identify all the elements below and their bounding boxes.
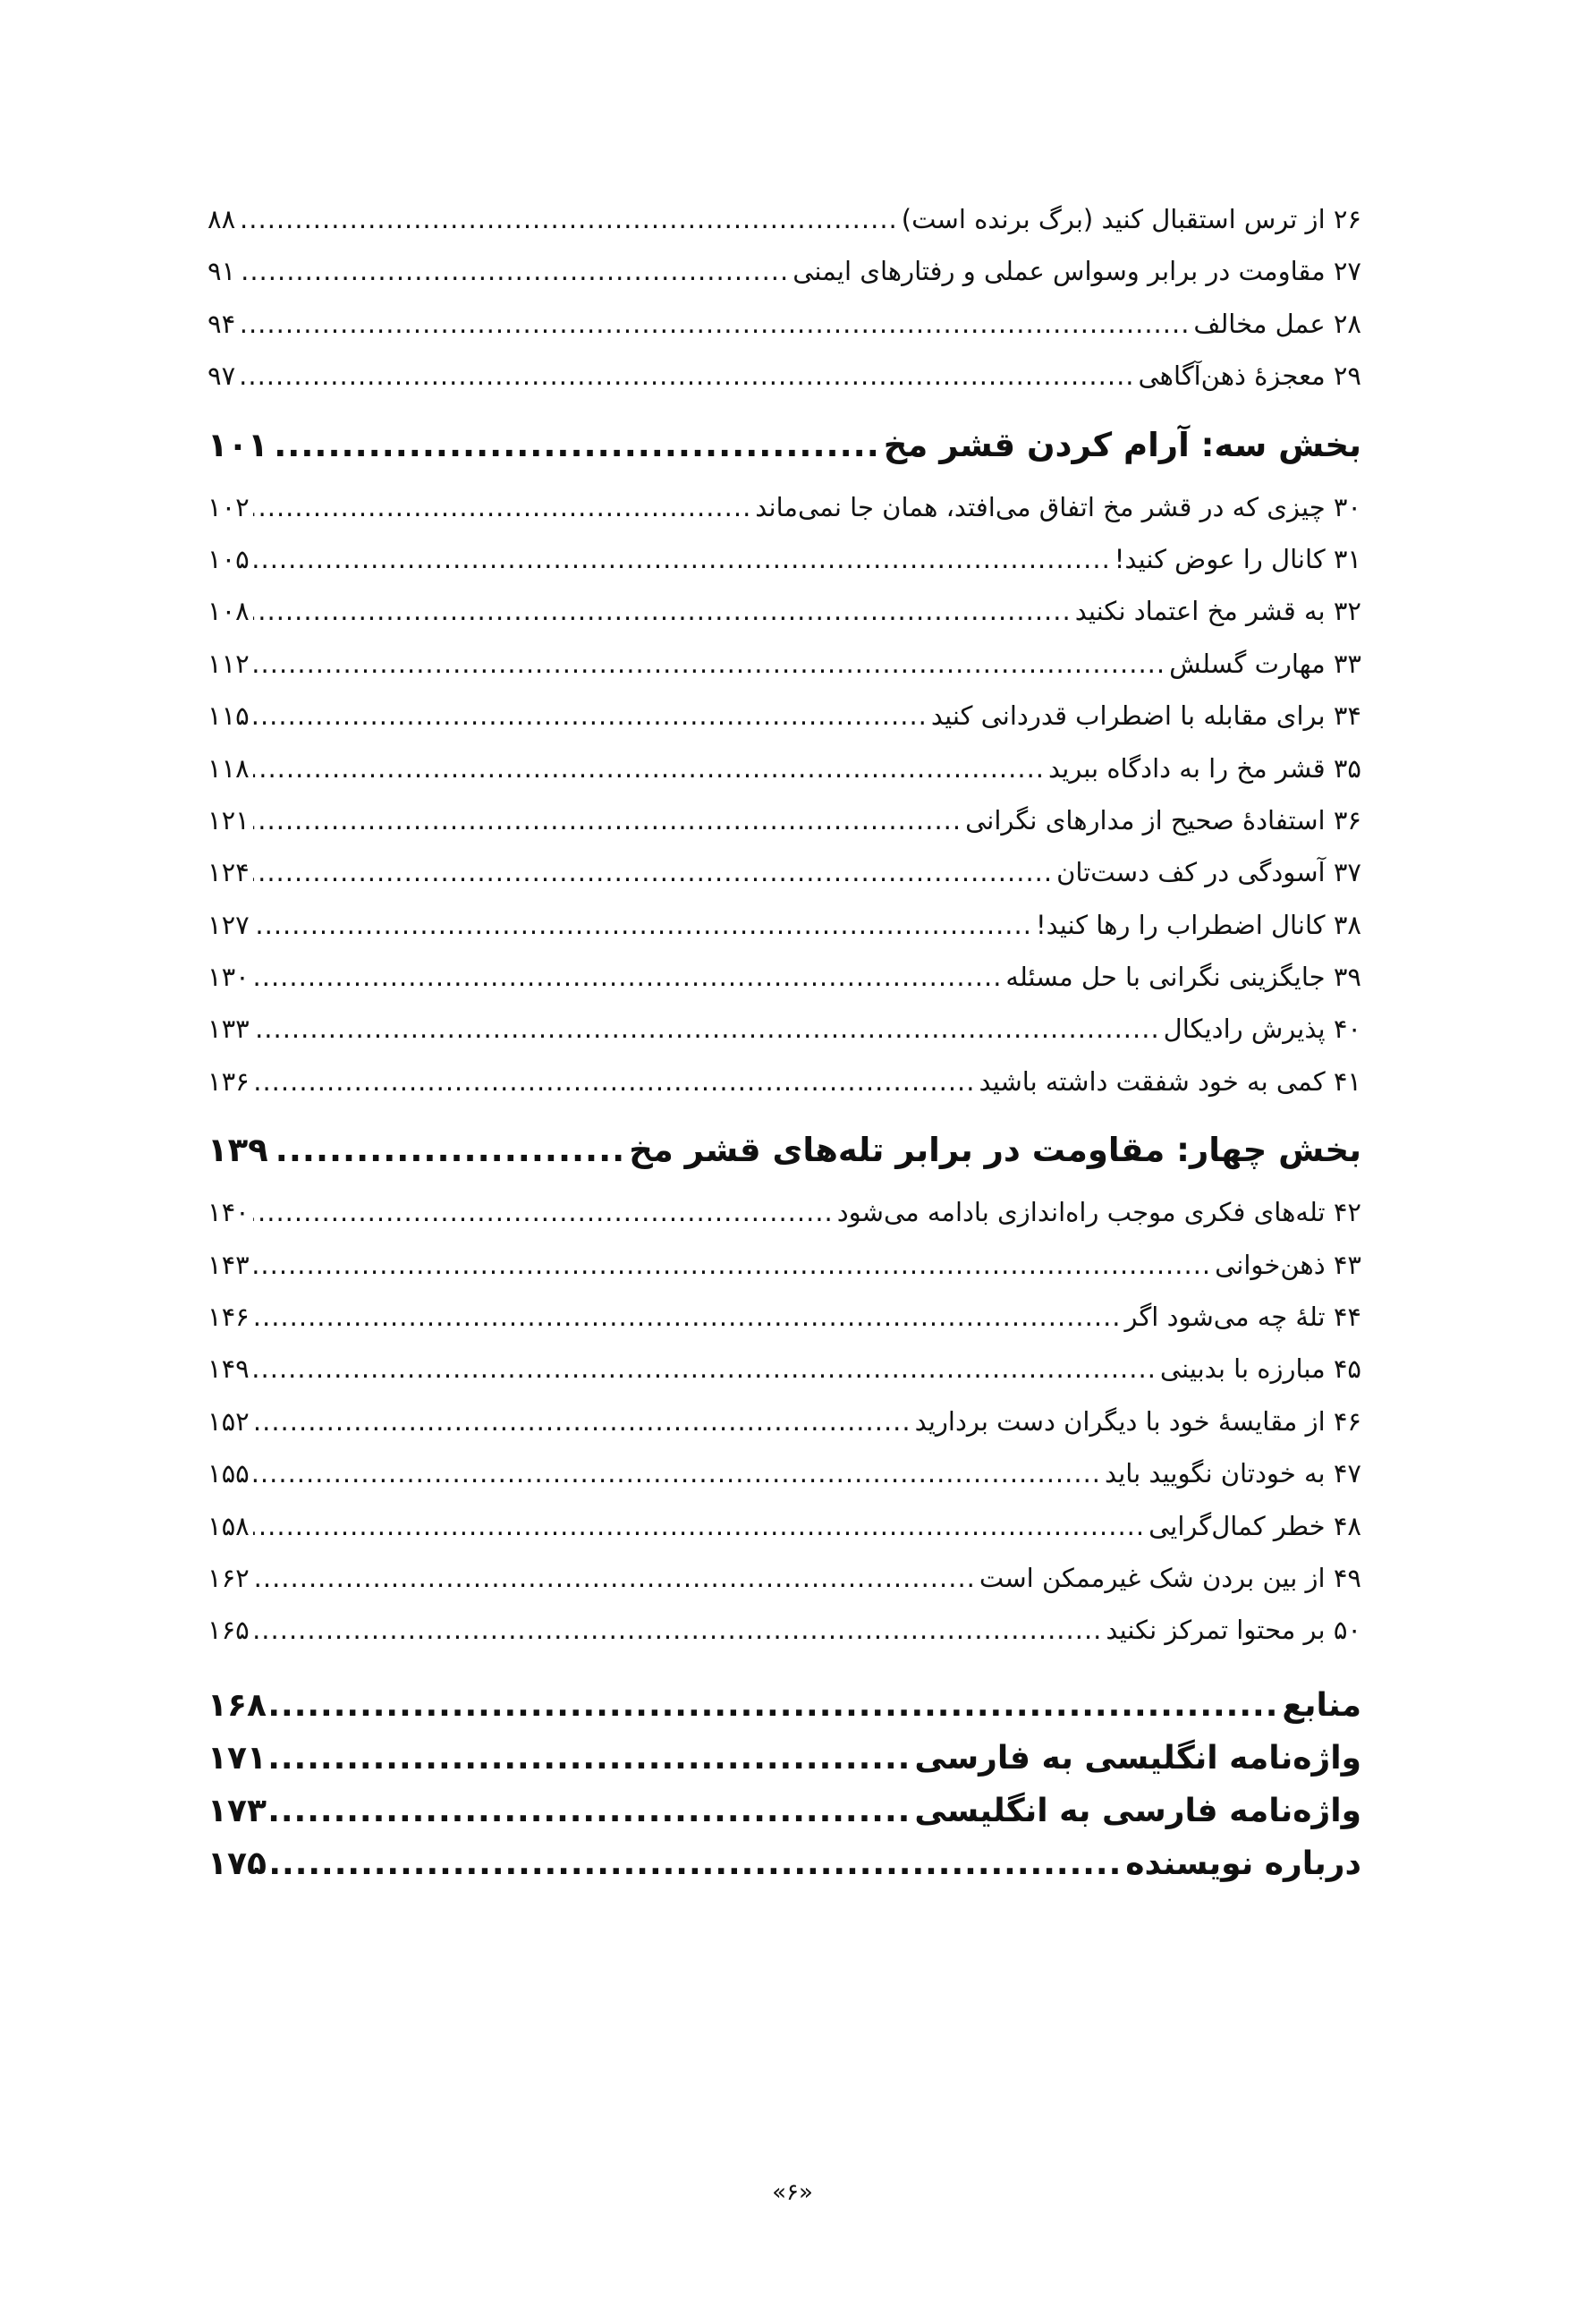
toc-entry-title: ۴۸ خطر کمال‌گرایی — [1148, 1510, 1361, 1541]
toc-leader-dots — [253, 1014, 1160, 1044]
toc-leader-dots — [253, 910, 1032, 940]
toc-entry[interactable] — [208, 1406, 1361, 1458]
toc-leader-dots — [253, 596, 1072, 626]
page-number: «۶» — [772, 2179, 813, 2206]
toc-entry-title: ۳۷ آسودگی در کف دست‌تان — [1056, 857, 1361, 888]
toc-leader-dots — [253, 805, 962, 835]
endmatter-title: منابع — [1282, 1686, 1361, 1724]
toc-entry[interactable] — [208, 360, 1361, 412]
toc-leader-dots — [253, 700, 928, 731]
toc-leader-dots — [239, 256, 789, 286]
toc-leader-dots — [253, 857, 1053, 887]
toc-leader-dots — [253, 1197, 834, 1227]
toc-entry-title: ۳۶ استفادهٔ صحیح از مدارهای نگرانی — [965, 804, 1361, 835]
toc-entry[interactable] — [208, 596, 1361, 648]
toc-entry[interactable] — [208, 1302, 1361, 1353]
toc-entry[interactable] — [208, 1563, 1361, 1615]
toc-leader-dots — [272, 426, 880, 464]
toc-leader-dots — [253, 544, 1111, 574]
toc-entry-page: ۹۴ — [208, 308, 236, 339]
toc-leader-dots — [239, 204, 898, 234]
toc-entry-page: ۱۲۷ — [208, 909, 250, 940]
toc-leader-dots — [253, 1615, 1103, 1645]
toc-entry-title: ۲۸ عمل مخالف — [1193, 308, 1361, 339]
toc-leader-dots — [253, 492, 752, 522]
toc-entry-page: ۱۰۲ — [208, 491, 250, 522]
toc-entry-title: ۳۰ چیزی که در قشر مخ اتفاق می‌افتد، همان جا نمی‌ماند — [755, 491, 1361, 522]
toc-entry-title: ۴۵ مبارزه با بدبینی — [1159, 1353, 1361, 1385]
toc-leader-dots — [253, 1302, 1122, 1332]
toc-entry[interactable] — [208, 1066, 1361, 1118]
endmatter-title: درباره نویسنده — [1125, 1845, 1361, 1882]
endmatter-title: واژه‌نامه انگلیسی به فارسی — [914, 1739, 1361, 1777]
toc-entry-page: ۱۱۵ — [208, 700, 250, 732]
toc-entry[interactable] — [208, 1014, 1361, 1065]
toc-leader-dots — [253, 1353, 1157, 1384]
section-page: ۱۳۹ — [208, 1131, 268, 1170]
toc-entry[interactable] — [208, 256, 1361, 308]
toc-leader-dots — [253, 1406, 911, 1437]
toc-leader-dots — [270, 1740, 911, 1777]
toc-entry[interactable] — [208, 805, 1361, 857]
toc-leader-dots — [272, 1131, 625, 1169]
toc-entry[interactable] — [208, 309, 1361, 360]
table-of-contents — [208, 204, 1361, 1898]
toc-leader-dots — [253, 1066, 976, 1097]
toc-leader-dots — [253, 649, 1165, 679]
toc-endmatter-entry[interactable] — [208, 1687, 1361, 1740]
toc-entry-title: ۴۱ کمی به خود شفقت داشته باشید — [979, 1065, 1361, 1097]
toc-entry[interactable] — [208, 1353, 1361, 1405]
toc-entry-title: ۳۵ قشر مخ را به دادگاه ببرید — [1048, 752, 1361, 784]
toc-entry-page: ۱۳۶ — [208, 1065, 250, 1097]
toc-entry-title: ۳۳ مهارت گسلش — [1169, 648, 1361, 679]
endmatter-page: ۱۷۵ — [208, 1845, 267, 1882]
toc-entry-page: ۱۲۴ — [208, 857, 250, 888]
toc-entry-page: ۱۵۸ — [208, 1510, 250, 1541]
endmatter-page: ۱۷۱ — [208, 1739, 267, 1777]
toc-entry-page: ۱۴۹ — [208, 1353, 250, 1385]
toc-section-heading[interactable] — [208, 426, 1361, 492]
toc-leader-dots — [270, 1687, 1278, 1724]
toc-endmatter-entry[interactable] — [208, 1793, 1361, 1845]
toc-entry-page: ۸۸ — [208, 204, 236, 234]
toc-entry-title: ۲۷ مقاومت در برابر وسواس عملی و رفتارهای ایمنی — [792, 256, 1361, 287]
section-page: ۱۰۱ — [208, 425, 268, 464]
toc-endmatter-entry[interactable] — [208, 1740, 1361, 1793]
toc-entry[interactable] — [208, 492, 1361, 544]
toc-entry-title: ۳۹ جایگزینی نگرانی با حل مسئله — [1005, 962, 1361, 993]
toc-entry-page: ۹۱ — [208, 256, 236, 287]
toc-entry-page: ۱۴۶ — [208, 1302, 250, 1333]
toc-entry-title: ۳۸ کانال اضطراب را رها کنید! — [1035, 909, 1361, 940]
toc-entry-page: ۱۵۵ — [208, 1458, 250, 1489]
toc-entry-page: ۱۰۸ — [208, 596, 250, 627]
toc-leader-dots — [239, 360, 1134, 391]
section-title: بخش سه: آرام کردن قشر مخ — [883, 425, 1361, 464]
toc-entry-title: ۴۶ از مقایسهٔ خود با دیگران دست بردارید — [914, 1405, 1361, 1437]
toc-entry-title: ۴۷ به خودتان نگویید باید — [1105, 1458, 1361, 1489]
toc-entry-page: ۱۵۲ — [208, 1405, 250, 1437]
toc-entry[interactable] — [208, 1511, 1361, 1563]
toc-leader-dots — [239, 309, 1190, 339]
toc-entry[interactable] — [208, 1615, 1361, 1667]
toc-entry-title: ۴۹ از بین بردن شک غیرممکن است — [979, 1562, 1361, 1593]
toc-entry-title: ۳۴ برای مقابله با اضطراب قدردانی کنید — [930, 700, 1361, 732]
endmatter-title: واژه‌نامه فارسی به انگلیسی — [914, 1792, 1361, 1829]
endmatter-page: ۱۶۸ — [208, 1686, 267, 1724]
toc-entry-page: ۱۳۰ — [208, 962, 250, 993]
toc-entry[interactable] — [208, 910, 1361, 962]
toc-entry-title: ۲۹ معجزهٔ ذهن‌آگاهی — [1138, 360, 1361, 392]
section-title: بخش چهار: مقاومت در برابر تله‌های قشر مخ — [629, 1131, 1361, 1170]
toc-entry[interactable] — [208, 1250, 1361, 1302]
toc-entry-title: ۳۱ کانال را عوض کنید! — [1114, 543, 1361, 574]
toc-section-heading[interactable] — [208, 1131, 1361, 1197]
toc-leader-dots — [253, 753, 1045, 784]
toc-endmatter-entry[interactable] — [208, 1845, 1361, 1898]
toc-entry[interactable] — [208, 544, 1361, 596]
toc-entry-page: ۱۲۱ — [208, 804, 250, 835]
toc-entry-title: ۴۴ تلهٔ چه می‌شود اگر — [1124, 1302, 1361, 1333]
toc-entry[interactable] — [208, 204, 1361, 256]
toc-entry-page: ۹۷ — [208, 360, 236, 392]
toc-entry-title: ۴۰ پذیرش رادیکال — [1163, 1014, 1361, 1045]
toc-entry-title: ۴۲ تله‌های فکری موجب راه‌اندازی بادامه می‌شود — [836, 1197, 1361, 1228]
toc-entry[interactable] — [208, 753, 1361, 805]
toc-entry[interactable] — [208, 649, 1361, 700]
toc-entry[interactable] — [208, 962, 1361, 1014]
toc-entry[interactable] — [208, 700, 1361, 752]
toc-entry-page: ۱۱۲ — [208, 648, 250, 679]
toc-entry-page: ۱۶۲ — [208, 1562, 250, 1593]
toc-entry-title: ۳۲ به قشر مخ اعتماد نکنید — [1074, 596, 1361, 627]
toc-leader-dots — [253, 1458, 1101, 1489]
toc-entry-page: ۱۴۰ — [208, 1197, 250, 1228]
toc-leader-dots — [253, 1250, 1211, 1280]
toc-entry-page: ۱۳۳ — [208, 1014, 250, 1045]
toc-leader-dots — [270, 1845, 1122, 1882]
toc-entry[interactable] — [208, 1197, 1361, 1249]
toc-entry[interactable] — [208, 1458, 1361, 1510]
toc-entry-page: ۱۶۵ — [208, 1615, 250, 1646]
toc-entry-page: ۱۴۳ — [208, 1249, 250, 1280]
toc-entry-title: ۴۳ ذهن‌خوانی — [1215, 1249, 1361, 1280]
toc-entry[interactable] — [208, 857, 1361, 909]
toc-entry-page: ۱۱۸ — [208, 752, 250, 784]
toc-entry-page: ۱۰۵ — [208, 543, 250, 574]
toc-leader-dots — [253, 1563, 976, 1593]
toc-leader-dots — [253, 962, 1003, 992]
toc-entry-title: ۵۰ بر محتوا تمرکز نکنید — [1106, 1615, 1361, 1646]
toc-leader-dots — [270, 1793, 911, 1829]
endmatter-page: ۱۷۳ — [208, 1792, 267, 1829]
toc-leader-dots — [253, 1511, 1145, 1541]
toc-entry-title: ۲۶ از ترس استقبال کنید (برگ برنده است) — [901, 204, 1361, 234]
